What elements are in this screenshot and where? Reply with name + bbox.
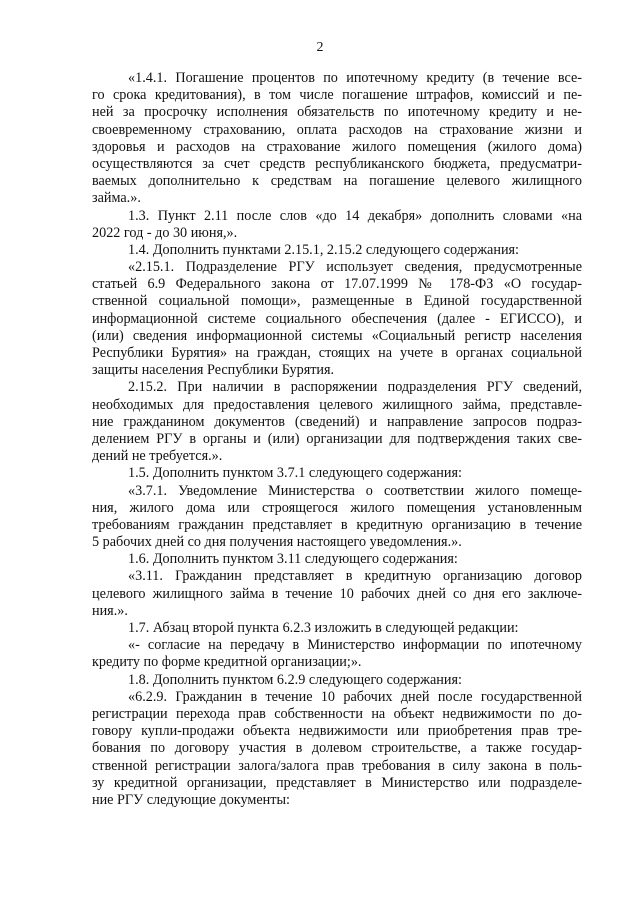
text-line: «2.15.1. Подразделение РГУ использует сведения, предусмотренные xyxy=(128,259,582,276)
text-line: статьей 6.9 Федерального закона от 17.07.1999 № 178-ФЗ «О государ- xyxy=(92,276,582,293)
text-line: Республики Бурятия» на граждан, стоящих на учете в органах социальной xyxy=(92,345,582,361)
text-line: информационной системе социального обеспечения (далее - ЕГИССО), и xyxy=(92,310,582,327)
text-line: дений не требуется.». xyxy=(92,448,223,465)
text-line: (или) сведения информационной системы «Социальный регистр населения xyxy=(92,327,582,344)
text-line: 2022 год - до 30 июня,». xyxy=(92,224,238,241)
page-number: 2 xyxy=(316,40,324,55)
text-line: зу кредитной организации, представляет в Министерство или подразделе- xyxy=(92,774,582,791)
text-line: здоровья и расходов на страхование жилого помещения (жилого дома) xyxy=(92,138,582,155)
text-line: займа.». xyxy=(92,190,141,207)
text-line: «- согласие на передачу в Министерство информации по ипотечному xyxy=(128,637,582,654)
document-body xyxy=(92,70,582,809)
text-line: своевременному страхованию, оплата расходов на страхование жизни и xyxy=(92,121,582,138)
text-line: регистрации перехода прав собственности на объект недвижимости по до- xyxy=(92,705,582,722)
text-line: защиты населения Республики Бурятия. xyxy=(92,362,335,379)
text-line: 2.15.2. При наличии в распоряжении подразделения РГУ сведений, xyxy=(128,379,582,396)
text-line: осуществляются за счет средств республиканского бюджета, предусматри- xyxy=(92,155,582,172)
text-line: бования по договору участия в долевом строительстве, а также государ- xyxy=(92,740,582,757)
text-line: 1.6. Дополнить пунктом 3.11 следующего содержания: xyxy=(128,551,458,568)
text-line: ственной регистрации залога/залога прав требования в силу закона в поль- xyxy=(92,757,582,774)
text-line: 1.3. Пункт 2.11 после слов «до 14 декабря» дополнить словами «на xyxy=(128,207,582,224)
text-line: ственной социальной помощи», размещенные в Единой государственной xyxy=(92,293,582,310)
text-line: «6.2.9. Гражданин в течение 10 рабочих дней после государственной xyxy=(128,688,582,705)
text-line: 1.8. Дополнить пунктом 6.2.9 следующего содержания: xyxy=(128,671,462,688)
text-line: кредиту по форме кредитной организации;». xyxy=(92,654,362,671)
text-line: требованиям гражданин представляет в кредитную организацию в течение xyxy=(92,516,582,533)
text-line: «3.7.1. Уведомление Министерства о соответствии жилого помеще- xyxy=(128,482,582,499)
text-line: го срока кредитования), в том числе погашение штрафов, комиссий и пе- xyxy=(92,87,582,104)
text-line: ние гражданином документов (сведений) и направление запросов подраз- xyxy=(92,413,582,430)
text-line: ния, жилого дома или строящегося жилого помещения установленным xyxy=(92,499,582,516)
text-line: «3.11. Гражданин представляет в кредитную организацию договор xyxy=(128,568,582,585)
text-line: 1.4. Дополнить пунктами 2.15.1, 2.15.2 следующего содержания: xyxy=(128,241,520,258)
text-line: «1.4.1. Погашение процентов по ипотечному кредиту (в течение все- xyxy=(128,70,582,86)
text-line: целевого жилищного займа в течение 10 рабочих дней со дня его заключе- xyxy=(92,585,582,602)
text-line: говору купли-продажи объекта недвижимости или приобретения прав тре- xyxy=(92,723,582,740)
text-line: 5 рабочих дней со дня получения настоящего уведомления.». xyxy=(92,534,462,551)
text-line: ваемых дополнительно к средствам на погашение целевого жилищного xyxy=(92,173,582,190)
text-line: ней за просрочку исполнения обязательств по ипотечному кредиту и не- xyxy=(92,104,582,121)
text-line: ние РГУ следующие документы: xyxy=(92,791,290,808)
text-line: 1.7. Абзац второй пункта 6.2.3 изложить в следующей редакции: xyxy=(128,620,519,636)
text-line: делением РГУ в органы и (или) организации для подтверждения таких све- xyxy=(92,430,582,447)
text-line: необходимых для предоставления целевого жилищного займа, представле- xyxy=(92,396,582,413)
text-line: 1.5. Дополнить пунктом 3.7.1 следующего содержания: xyxy=(128,465,462,482)
text-line: ния.». xyxy=(92,602,128,619)
